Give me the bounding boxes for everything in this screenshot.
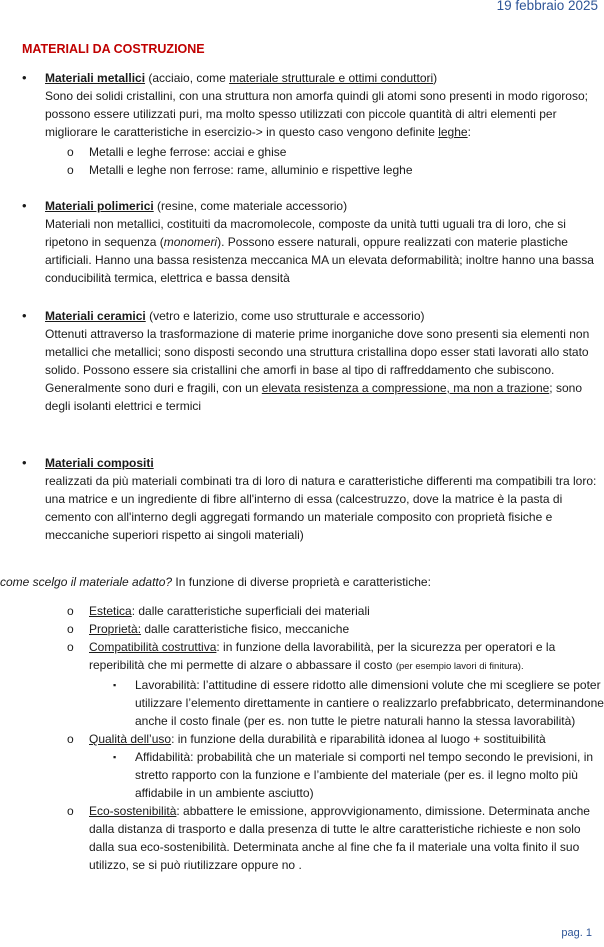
circle-bullet-icon: o: [67, 604, 74, 618]
property-label: Compatibilità costruttiva: [89, 640, 217, 654]
section-polimerici: [22, 197, 600, 287]
list-item-proprieta: [0, 620, 604, 638]
sublist-text: Affidabilità: probabilità che un materiale si comporti nel tempo secondo le previsioni, in stretto rapporto con la funzione e l’ambiente del materiale (per es. il legno molto più affidabile in un ambiente asciutto): [135, 750, 594, 800]
property-note: (per esempio lavori di finitura).: [395, 661, 524, 672]
italic-term: monomeri: [163, 235, 218, 249]
bullet-icon: •: [22, 455, 27, 470]
property-label: Estetica: [89, 604, 132, 618]
heading-note: (vetro e laterizio, come uso strutturale e accessorio): [145, 309, 425, 323]
sublist-item-lavorabilita: [0, 676, 604, 730]
list-item: [0, 161, 604, 179]
section-body-2-end: ; sono degli isolanti elettrici e termici: [45, 381, 582, 413]
list-item-eco: [0, 802, 604, 874]
list-item: [0, 143, 604, 161]
property-text: : in funzione della durabilità e riparabilità idonea al luogo + sostituibilità: [171, 732, 546, 746]
circle-bullet-icon: o: [67, 622, 74, 636]
sublist-item-affidabilita: [0, 748, 604, 802]
circle-bullet-icon: o: [67, 163, 74, 177]
section-heading: Materiali polimerici: [45, 199, 154, 213]
circle-bullet-icon: o: [67, 640, 74, 654]
section-body-2: Generalmente sono duri e fragili, con un: [45, 381, 262, 395]
property-text: : dalle caratteristiche superficiali dei materiali: [131, 604, 370, 618]
square-bullet-icon: ▪: [113, 752, 117, 762]
document-date: 19 febbraio 2025: [496, 0, 598, 13]
list-item-text: Metalli e leghe non ferrose: rame, alluminio e rispettive leghe: [89, 163, 413, 177]
heading-note: (resine, come materiale accessorio): [153, 199, 348, 213]
question-line: [0, 573, 604, 591]
square-bullet-icon: ▪: [113, 680, 117, 690]
section-body: Ottenuti attraverso la trasformazione di materie prime inorganiche dove sono presenti sia elementi non metallici che metallici; sono disposti secondo una struttura cristallina dopo esser stati lavorati allo stato solido. Possono essere sia cristallini che amorfi in base al tipo di raffreddamento che subiscono.: [45, 327, 590, 377]
underlined-phrase: leghe: [438, 125, 468, 139]
section-heading: Materiali metallici: [45, 71, 146, 85]
property-text: : in funzione della lavorabilità, per la sicurezza per operatori e la reperibilità che mi permette di alzare o abbassare il costo: [89, 640, 556, 672]
section-body: realizzati da più materiali combinati tra di loro di natura e caratteristiche differenti ma compatibili tra loro: una matrice e un ingrediente di fibre all'interno di essa (calcestruzzo, dove la matrice è la pasta di cemento con all'interno degli aggregati formando un materiale composito con proprietà fisiche e meccaniche superiori rispetto ai singoli materiali): [45, 474, 597, 542]
list-item-qualita: [0, 730, 604, 748]
underlined-phrase: elevata resistenza a compressione, ma non a trazione: [261, 381, 550, 395]
heading-close: ): [433, 71, 438, 85]
circle-bullet-icon: o: [67, 804, 74, 818]
document-title: MATERIALI DA COSTRUZIONE: [22, 42, 205, 56]
section-body: Materiali non metallici, costituiti da macromolecole, composte da unità tutti uguali tra di loro, che si ripetono in sequenza (: [45, 217, 566, 249]
section-body: Sono dei solidi cristallini, con una struttura non amorfa quindi gli atomi sono presenti in modo rigoroso; possono essere utilizzati puri, ma molto spesso utilizzati con piccole quantità di altri elementi per migliorare le caratteristiche in esercizio-> in questo caso vengono definite: [45, 89, 588, 139]
circle-bullet-icon: o: [67, 145, 74, 159]
list-item-compatibilita: [0, 638, 604, 676]
page-number: pag. 1: [561, 927, 592, 939]
section-metallici: [22, 69, 600, 141]
question-italic: come scelgo il materiale adatto?: [0, 575, 173, 589]
bullet-icon: •: [22, 198, 27, 213]
property-label: Proprietà:: [89, 622, 142, 636]
property-label: Eco-sostenibilità: [89, 804, 177, 818]
property-text: dalle caratteristiche fisico, meccaniche: [141, 622, 350, 636]
question-rest: In funzione di diverse proprietà e caratteristiche:: [172, 575, 431, 589]
body-end: :: [467, 125, 471, 139]
underlined-phrase: materiale strutturale e ottimi conduttori: [229, 71, 434, 85]
metallici-sublist: [0, 143, 604, 179]
bullet-icon: •: [22, 308, 27, 323]
section-ceramici: [22, 307, 600, 415]
list-item-text: Metalli e leghe ferrose: acciai e ghise: [89, 145, 287, 159]
section-compositi: [22, 454, 600, 544]
circle-bullet-icon: o: [67, 732, 74, 746]
section-heading: Materiali compositi: [45, 456, 154, 470]
bullet-icon: •: [22, 70, 27, 85]
property-text: : abbattere le emissione, approvvigionamento, dimissione. Determinata anche dalla distanza di trasporto e dalla presenza di tutte le altre caratteristiche richieste e non solo dalla sua eco-sostenibilità. Determinata anche al fine che fa il materiale una volta finito il suo utilizzo, se si può riutilizzare oppure no .: [89, 804, 590, 872]
section-heading: Materiali ceramici: [45, 309, 146, 323]
property-label: Qualità dell’uso: [89, 732, 172, 746]
sublist-text: Lavorabilità: l’attitudine di essere ridotto alle dimensioni volute che mi scegliere se poter utilizzare l’elemento direttamente in cantiere o realizzarlo prefabbricato, determinandone anche il costo finale (per es. non tutte le pietre naturali hanno la stessa lavorabilità): [135, 678, 604, 728]
list-item-estetica: [0, 602, 604, 620]
properties-list: [0, 602, 604, 874]
section-body-cont: ). Possono essere naturali, oppure realizzati con materie plastiche artificiali. Hanno una bassa resistenza meccanica MA un elevata deformabilità; inoltre hanno una bassa conducibilità termica, elettrica e bassa densità: [45, 235, 594, 285]
heading-note: (acciaio, come: [145, 71, 230, 85]
